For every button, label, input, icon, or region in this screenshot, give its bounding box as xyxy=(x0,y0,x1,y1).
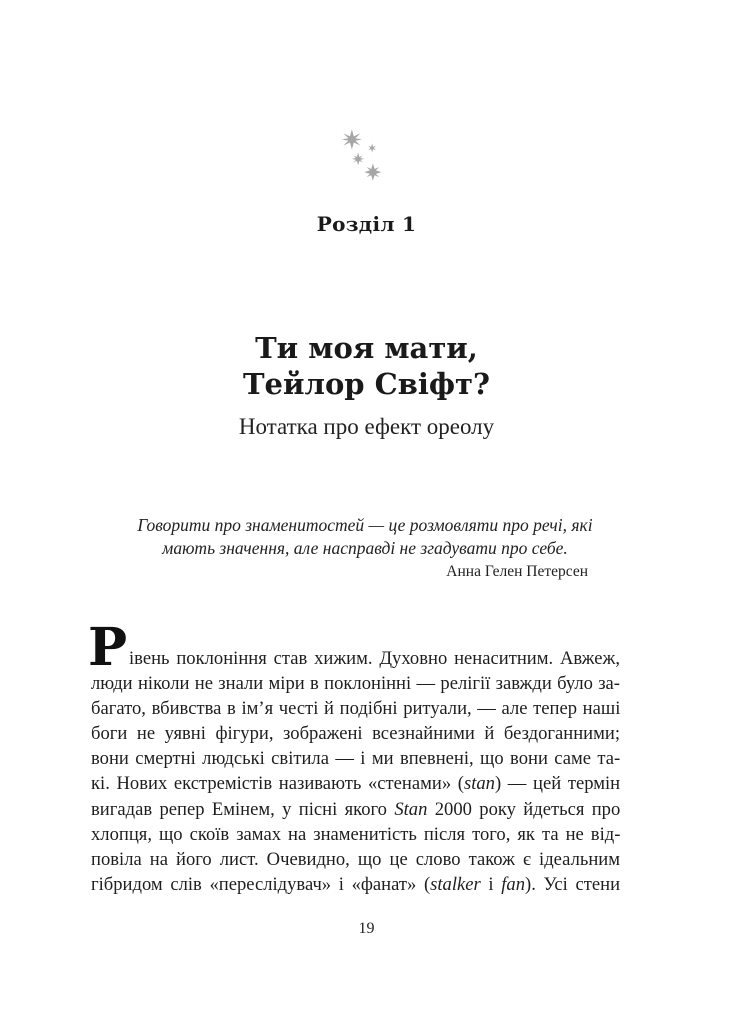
body-line-1: івень поклоніння став хижим. Духовно ненаситним. Авжеж, xyxy=(129,648,620,669)
term-fan: fan xyxy=(501,873,525,895)
chapter-title xyxy=(0,330,733,402)
chapter-title-line-2: Тейлор Свіфт? xyxy=(242,367,491,401)
body-line-7-text: вигадав репер Емінем, у пісні якого xyxy=(91,798,395,820)
epigraph-line-1: Говорити про знаменитостей — це розмовляти про речі, які xyxy=(137,515,593,535)
body-line-6 xyxy=(91,771,620,796)
body-line-5: вони смертні людські світила — і ми впевнені, що вони саме та- xyxy=(91,748,621,770)
body-line-2: люди ніколи не знали міри в поклонінні — релігії завжди було за- xyxy=(91,673,620,695)
epigraph-quote xyxy=(110,514,620,560)
body-line-9: повіла на його лист. Очевидно, що це слово також є ідеальним xyxy=(91,848,620,870)
body-line-7-tail: 2000 року йдеться про xyxy=(427,798,621,820)
body-line-7 xyxy=(91,797,620,822)
body-line-4: боги не уявні фігури, зображені всезнайними й бездоганними; xyxy=(91,723,620,745)
epigraph xyxy=(110,514,620,583)
body-line-6-tail: ) — цей термін xyxy=(494,773,621,795)
term-stan: stan xyxy=(463,773,495,795)
song-title-stan: Stan xyxy=(394,798,428,820)
body-line-6-text: кі. Нових екстремістів називають «стенами» ( xyxy=(91,773,464,795)
body-line-10-text: гібридом слів «переслідувач» і «фанат» ( xyxy=(91,873,431,895)
body-paragraph xyxy=(91,646,620,897)
body-line-3: багато, вбивства в ім’я честі й подібні ритуали, — але тепер наші xyxy=(91,698,621,720)
body-line-8: хлопця, що скоїв замах на знаменитість після того, як та не від- xyxy=(91,823,621,845)
epigraph-line-2: мають значення, але насправді не згадувати про себе. xyxy=(162,538,568,558)
drop-cap: Р xyxy=(88,617,128,678)
stars-ornament-icon xyxy=(320,115,390,195)
page-number: 19 xyxy=(358,920,375,937)
body-line-10-mid: і xyxy=(480,873,502,895)
term-stalker: stalker xyxy=(430,873,481,895)
chapter-title-line-1: Ти моя мати, xyxy=(255,331,478,365)
chapter-subtitle: Нотатка про ефект ореолу xyxy=(238,414,495,439)
body-line-10-tail: ). Усі стени xyxy=(525,873,621,895)
epigraph-author: Анна Гелен Петерсен xyxy=(446,563,588,580)
body-line-10 xyxy=(91,872,620,897)
chapter-label: Розділ 1 xyxy=(316,212,417,236)
